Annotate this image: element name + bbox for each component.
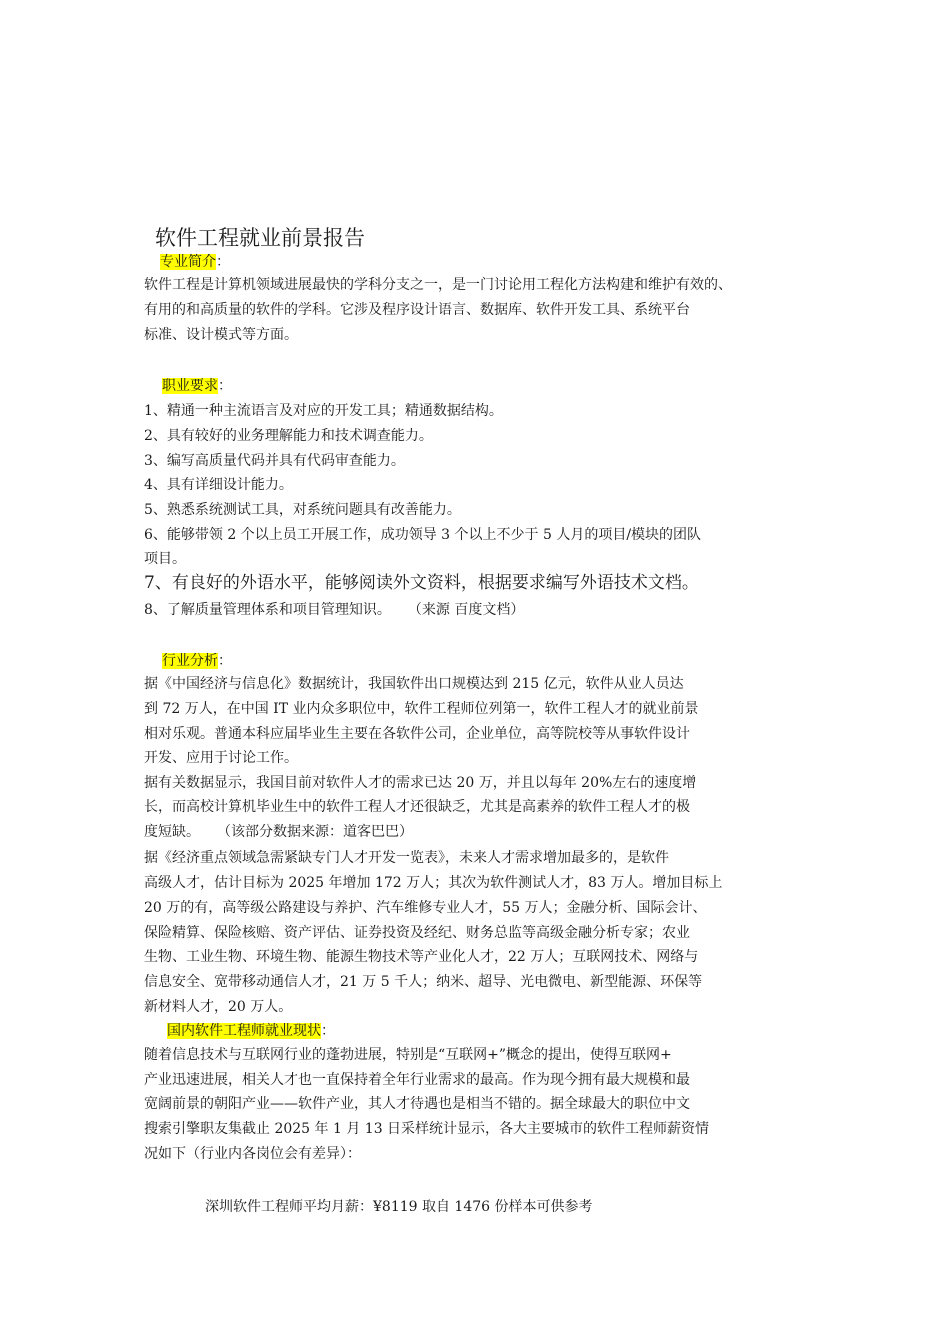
intro-heading xyxy=(160,252,230,272)
requirement-item: 6、能够带领 2 个以上员工开展工作，成功领导 3 个以上不少于 5 人月的项目/模块的团队 xyxy=(144,527,702,543)
intro-line: 软件工程是计算机领域进展最快的学科分支之一，是一门讨论用工程化方法构建和维护有效的、 xyxy=(144,277,732,293)
industry-line: 开发、应用于讨论工作。 xyxy=(144,750,298,766)
intro-heading-text: 专业简介 xyxy=(160,254,216,270)
intro-line: 标准、设计模式等方面。 xyxy=(144,327,298,343)
industry-source-note: （该部分数据来源：道客巴巴） xyxy=(224,824,413,840)
requirements-heading-text: 职业要求 xyxy=(162,378,218,394)
status-heading xyxy=(167,1021,335,1041)
industry-line-text: 度短缺。 xyxy=(144,824,200,840)
salary-line: 深圳软件工程师平均月薪：¥8119 取自 1476 份样本可供参考 xyxy=(205,1199,593,1215)
industry-line: 据《经济重点领域急需紧缺专门人才开发一览表》，未来人才需求增加最多的，是软件 xyxy=(144,850,669,866)
requirement-item: 3、编写高质量代码并具有代码审查能力。 xyxy=(144,453,405,469)
industry-line: 相对乐观。普通本科应届毕业生主要在各软件公司，企业单位，高等院校等从事软件设计 xyxy=(144,726,690,742)
status-line: 况如下（行业内各岗位会有差异）： xyxy=(144,1146,361,1162)
industry-heading-colon: ： xyxy=(218,653,232,669)
requirements-heading xyxy=(162,376,232,396)
industry-line: 据有关数据显示，我国目前对软件人才的需求已达 20 万，并且以每年 20%左右的速度增 xyxy=(144,775,697,791)
requirement-item-last xyxy=(144,598,524,622)
industry-line: 保险精算、保险核赔、资产评估、证券投资及经纪、财务总监等高级金融分析专家；农业 xyxy=(144,925,690,941)
industry-line: 信息安全、宽带移动通信人才，21 万 5 千人；纳米、超导、光电微电、新型能源、环保等 xyxy=(144,974,703,990)
industry-line: 20 万的有，高等级公路建设与养护、汽车维修专业人才，55 万人；金融分析、国际会计、 xyxy=(144,900,707,916)
industry-line: 高级人才，估计目标为 2025 年增加 172 万人；其次为软件测试人才，83 万人。增加目标上 xyxy=(144,875,723,891)
industry-line: 据《中国经济与信息化》数据统计，我国软件出口规模达到 215 亿元，软件从业人员达 xyxy=(144,676,684,692)
requirements-source-note: （来源 百度文档） xyxy=(414,602,525,618)
requirement-item: 2、具有较好的业务理解能力和技术调查能力。 xyxy=(144,428,433,444)
intro-line: 有用的和高质量的软件的学科。它涉及程序设计语言、数据库、软件开发工具、系统平台 xyxy=(144,302,690,318)
industry-heading xyxy=(162,651,232,671)
requirement-item: 1、精通一种主流语言及对应的开发工具；精通数据结构。 xyxy=(144,403,503,419)
status-line: 随着信息技术与互联网行业的蓬勃进展，特别是“互联网+”概念的提出，使得互联网+ xyxy=(144,1047,672,1063)
industry-line: 生物、工业生物、环境生物、能源生物技术等产业化人才，22 万人；互联网技术、网络与 xyxy=(144,949,699,965)
requirement-item: 项目。 xyxy=(144,551,186,567)
requirement-item-text: 8、了解质量管理体系和项目管理知识。 xyxy=(144,602,391,618)
requirements-heading-colon: ： xyxy=(218,378,232,394)
intro-heading-colon: ： xyxy=(216,254,230,270)
industry-heading-text: 行业分析 xyxy=(162,653,218,669)
status-line: 宽阔前景的朝阳产业——软件产业，其人才待遇也是相当不错的。据全球最大的职位中文 xyxy=(144,1096,690,1112)
document-title: 软件工程就业前景报告 xyxy=(155,226,365,250)
status-heading-text: 国内软件工程师就业现状 xyxy=(167,1023,321,1039)
requirement-item: 7、有良好的外语水平，能够阅读外文资料，根据要求编写外语技术文档。 xyxy=(144,573,699,593)
requirement-item: 4、具有详细设计能力。 xyxy=(144,477,293,493)
industry-line-with-note xyxy=(144,820,413,844)
industry-line: 长，而高校计算机毕业生中的软件工程人才还很缺乏，尤其是高素养的软件工程人才的极 xyxy=(144,799,690,815)
status-heading-colon: ： xyxy=(321,1023,335,1039)
status-line: 产业迅速进展，相关人才也一直保持着全年行业需求的最高。作为现今拥有最大规模和最 xyxy=(144,1072,690,1088)
industry-line: 到 72 万人，在中国 IT 业内众多职位中，软件工程师位列第一，软件工程人才的就业前景 xyxy=(144,701,699,717)
status-line: 搜索引擎职友集截止 2025 年 1 月 13 日采样统计显示，各大主要城市的软件工程师薪资情 xyxy=(144,1121,710,1137)
requirement-item: 5、熟悉系统测试工具，对系统问题具有改善能力。 xyxy=(144,502,461,518)
industry-line: 新材料人才，20 万人。 xyxy=(144,999,293,1015)
